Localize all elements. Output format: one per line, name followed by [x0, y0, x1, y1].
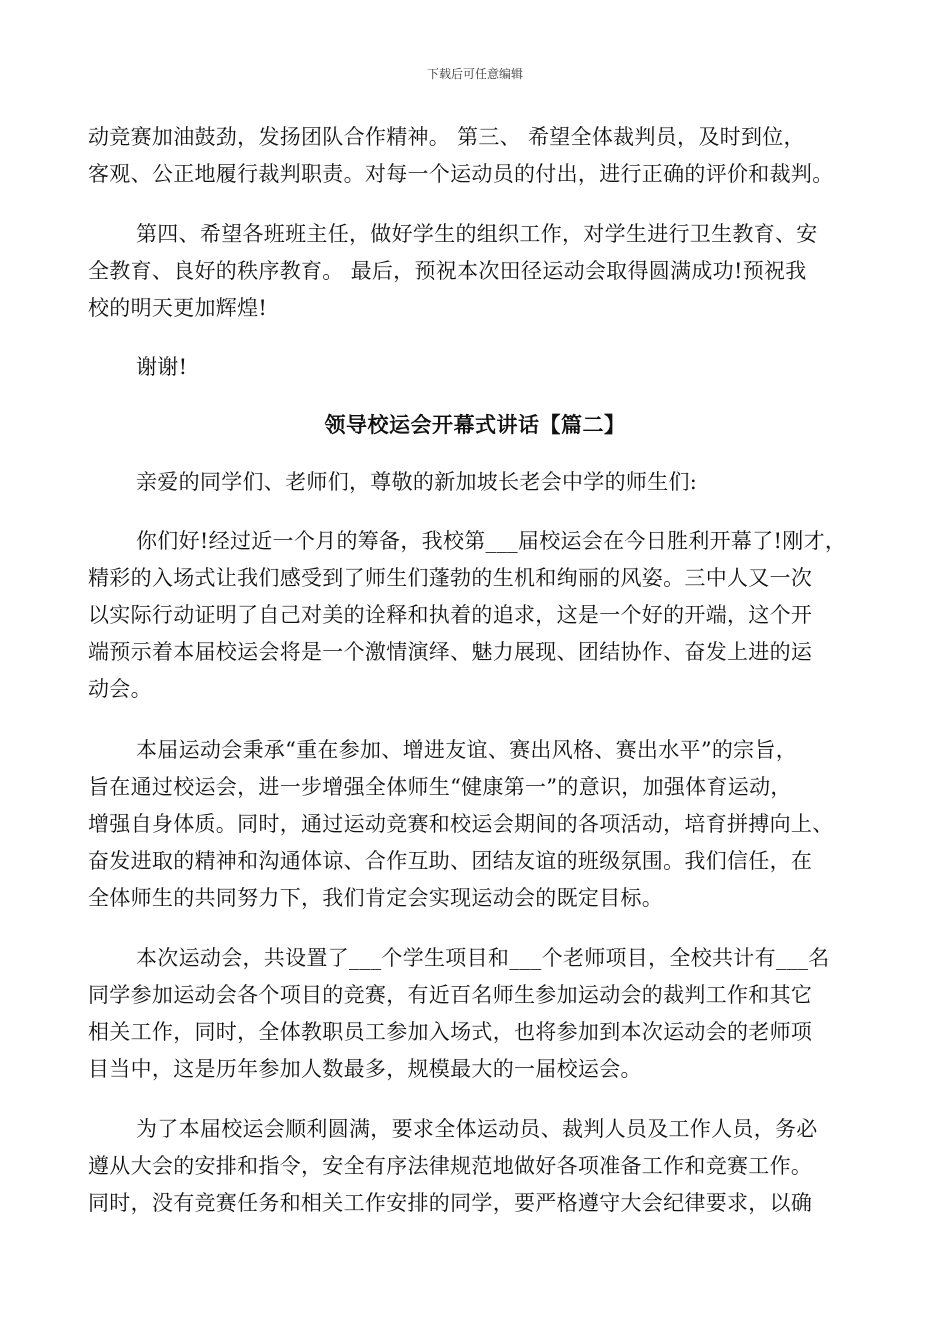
paragraph-line: 校的明天更加辉煌!	[88, 296, 268, 320]
section-title: 领导校运会开幕式讲话【篇二】	[324, 413, 626, 437]
paragraph-line: 全体师生的共同努力下，我们肯定会实现运动会的既定目标。	[88, 886, 664, 910]
header-note: 下载后可任意编辑	[426, 67, 523, 81]
paragraph-line: 亲爱的同学们、老师们，尊敬的新加坡长老会中学的师生们:	[136, 470, 698, 494]
paragraph-line: 遵从大会的安排和指令，安全有序法律规范地做好各项准备工作和竞赛工作。	[88, 1154, 813, 1178]
paragraph-line: 第四、希望各班班主任，做好学生的组织工作，对学生进行卫生教育、安	[136, 222, 818, 246]
paragraph-line: 端预示着本届校运会将是一个激情演绎、魅力展现、团结协作、奋发上进的运	[88, 640, 813, 664]
paragraph-line: 同学参加运动会各个项目的竞赛，有近百名师生参加运动会的裁判工作和其它	[88, 983, 813, 1007]
paragraph-line: 以实际行动证明了自己对美的诠释和执着的追求，这是一个好的开端，这个开	[88, 603, 813, 627]
paragraph-line: 增强自身体质。同时，通过运动竞赛和校运会期间的各项活动，培育拼搏向上、	[88, 812, 834, 836]
paragraph-line: 谢谢!	[136, 355, 188, 379]
paragraph-line: 客观、公正地履行裁判职责。对每一个运动员的付出，进行正确的评价和裁判。	[88, 162, 834, 186]
paragraph-line: 本届运动会秉承“重在参加、增进友谊、赛出风格、赛出水平”的宗旨，	[136, 738, 798, 762]
paragraph-line: 同时，没有竞赛任务和相关工作安排的同学，要严格遵守大会纪律要求，以确	[88, 1191, 813, 1215]
paragraph-line: 动会。	[88, 677, 152, 701]
paragraph-line: 你们好!经过近一个月的筹备，我校第___届校运会在今日胜利开幕了!刚才，	[136, 529, 847, 553]
paragraph-line: 目当中，这是历年参加人数最多，规模最大的一届校运会。	[88, 1057, 642, 1081]
paragraph-line: 动竞赛加油鼓劲，发扬团队合作精神。 第三、 希望全体裁判员，及时到位，	[88, 125, 805, 149]
paragraph-line: 奋发进取的精神和沟通体谅、合作互助、团结友谊的班级氛围。我们信任，在	[88, 849, 813, 873]
paragraph-line: 相关工作，同时，全体教职员工参加入场式，也将参加到本次运动会的老师项	[88, 1020, 813, 1044]
paragraph-line: 旨在通过校运会，进一步增强全体师生“健康第一”的意识，加强体育运动，	[88, 775, 792, 799]
paragraph-line: 为了本届校运会顺利圆满，要求全体运动员、裁判人员及工作人员，务必	[136, 1117, 818, 1141]
paragraph-line: 本次运动会，共设置了___个学生项目和___个老师项目，全校共计有___名	[136, 946, 830, 970]
paragraph-line: 精彩的入场式让我们感受到了师生们蓬勃的生机和绚丽的风姿。三中人又一次	[88, 566, 813, 590]
paragraph-line: 全教育、良好的秩序教育。 最后，预祝本次田径运动会取得圆满成功!预祝我	[88, 259, 807, 283]
